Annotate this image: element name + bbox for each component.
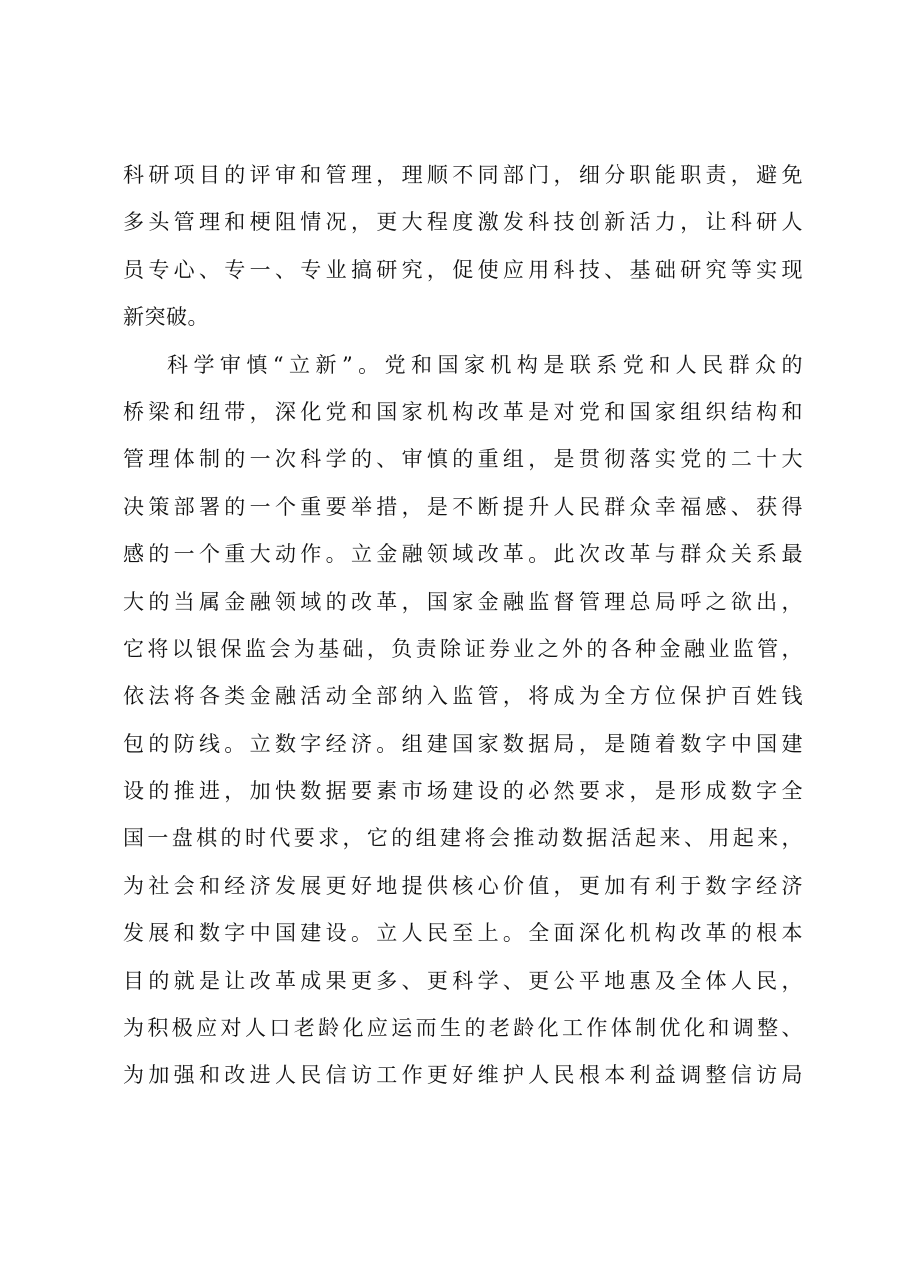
text-line: 它将以银保监会为基础，负责除证券业之外的各种金融业监管， (123, 636, 803, 661)
text-line: 新突破。 (123, 305, 209, 330)
text-line: 多头管理和梗阻情况，更大程度激发科技创新活力，让科研人 (123, 210, 803, 235)
text-line: 大的当属金融领域的改革，国家金融监督管理总局呼之欲出， (123, 589, 803, 614)
text-line: 包的防线。立数字经济。组建国家数据局，是随着数字中国建 (123, 731, 803, 756)
text-line: 员专心、专一、专业搞研究，促使应用科技、基础研究等实现 (123, 257, 803, 282)
paragraph-first-line: 科学审慎“立新”。党和国家机构是联系党和人民群众的 (167, 352, 803, 377)
text-line: 设的推进，加快数据要素市场建设的必然要求，是形成数字全 (123, 779, 803, 804)
text-line: 感的一个重大动作。立金融领域改革。此次改革与群众关系最 (123, 542, 803, 567)
text-line: 为社会和经济发展更好地提供核心价值，更加有利于数字经济 (123, 873, 803, 898)
text-line: 管理体制的一次科学的、审慎的重组，是贯彻落实党的二十大 (123, 447, 803, 472)
text-line: 为加强和改进人民信访工作更好维护人民根本利益调整信访局 (123, 1063, 803, 1088)
text-line: 桥梁和纽带，深化党和国家机构改革是对党和国家组织结构和 (123, 399, 803, 424)
text-line: 为积极应对人口老龄化应运而生的老龄化工作体制优化和调整、 (123, 1016, 803, 1041)
text-line: 科研项目的评审和管理，理顺不同部门，细分职能职责，避免 (123, 163, 803, 187)
text-line: 决策部署的一个重要举措，是不断提升人民群众幸福感、获得 (123, 494, 803, 519)
text-line: 国一盘棋的时代要求，它的组建将会推动数据活起来、用起来， (123, 826, 803, 851)
body-text (123, 152, 803, 1100)
text-line: 发展和数字中国建设。立人民至上。全面深化机构改革的根本 (123, 921, 803, 946)
text-line: 依法将各类金融活动全部纳入监管，将成为全方位保护百姓钱 (123, 684, 803, 709)
text-line: 目的就是让改革成果更多、更科学、更公平地惠及全体人民， (123, 968, 803, 993)
